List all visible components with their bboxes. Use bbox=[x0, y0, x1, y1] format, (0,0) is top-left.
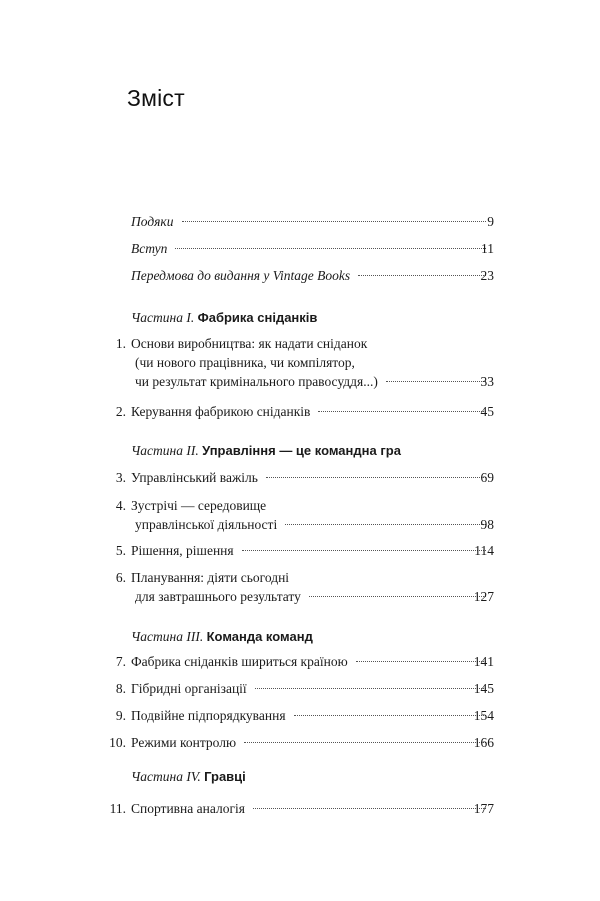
part-title: Управління — це командна гра bbox=[202, 443, 401, 458]
chapter-number: 6. bbox=[115, 570, 126, 585]
toc-entry-label: Управлінський важіль bbox=[131, 470, 258, 485]
toc-entry-label: Режими контролю bbox=[131, 735, 237, 750]
dot-leader bbox=[294, 715, 486, 716]
toc-page-number: 23 bbox=[480, 268, 494, 283]
toc-entry-line: Основи виробництва: як надати сніданок bbox=[131, 336, 368, 351]
chapter-number: 8. bbox=[115, 681, 126, 696]
toc-entry-line bbox=[131, 706, 492, 725]
toc-entry-body bbox=[131, 652, 492, 671]
part-heading bbox=[131, 767, 246, 786]
toc-entry-label: управлінської діяльності bbox=[135, 517, 278, 532]
part-heading bbox=[131, 308, 317, 327]
toc-entry-body bbox=[131, 496, 492, 534]
dot-leader bbox=[356, 661, 486, 662]
toc-entry-label: Рішення, рішення bbox=[131, 543, 234, 558]
toc-entry-line bbox=[131, 212, 492, 231]
toc-page-number: 45 bbox=[480, 404, 494, 419]
part-label: Частина IV. bbox=[131, 769, 205, 784]
toc-page-number: 166 bbox=[473, 735, 494, 750]
dot-leader bbox=[386, 381, 486, 382]
toc-entry-body bbox=[131, 468, 492, 487]
toc-entry-label: Фабрика сніданків шириться країною bbox=[131, 654, 348, 669]
toc-entry-body bbox=[131, 266, 492, 285]
toc-page-number: 114 bbox=[474, 543, 494, 558]
toc-entry-line: Зустрічі — середовище bbox=[131, 498, 267, 513]
page-title: Зміст bbox=[127, 85, 185, 111]
toc-entry-label: Подвійне підпорядкування bbox=[131, 708, 286, 723]
dot-leader bbox=[285, 524, 486, 525]
toc-entry-body bbox=[131, 212, 492, 231]
toc-entry-line bbox=[131, 733, 492, 752]
toc-entry-label: Вступ bbox=[131, 241, 168, 256]
toc-entry-line: (чи нового працівника, чи компілятор, bbox=[135, 355, 355, 370]
part-title: Команда команд bbox=[206, 629, 313, 644]
toc-entry-line bbox=[131, 679, 492, 698]
dot-leader bbox=[266, 477, 486, 478]
dot-leader bbox=[175, 248, 486, 249]
toc-entry-body bbox=[131, 239, 492, 258]
dot-leader bbox=[182, 221, 487, 222]
toc-entry-line bbox=[131, 239, 492, 258]
toc-entry-body bbox=[131, 541, 492, 560]
dot-leader bbox=[244, 742, 486, 743]
toc-entry-label: Гібридні організації bbox=[131, 681, 247, 696]
chapter-number: 3. bbox=[115, 470, 126, 485]
toc-entry-line bbox=[131, 541, 492, 560]
toc-entry-line bbox=[131, 402, 492, 421]
part-heading bbox=[131, 627, 313, 646]
toc-entry-label: Передмова до видання у Vintage Books bbox=[131, 268, 351, 283]
dot-leader bbox=[242, 550, 486, 551]
toc-entry-body bbox=[131, 799, 492, 818]
part-label: Частина II. bbox=[131, 443, 203, 458]
dot-leader bbox=[309, 596, 486, 597]
part-heading bbox=[131, 441, 401, 460]
chapter-number: 9. bbox=[115, 708, 126, 723]
toc-page-number: 177 bbox=[473, 801, 494, 816]
toc-entry-line bbox=[131, 587, 492, 606]
toc-entry-line bbox=[131, 515, 492, 534]
dot-leader bbox=[318, 411, 486, 412]
chapter-number: 10. bbox=[109, 735, 126, 750]
toc-page-number: 154 bbox=[473, 708, 494, 723]
toc-page-number: 69 bbox=[480, 470, 494, 485]
toc-page-number: 98 bbox=[480, 517, 494, 532]
toc-page-number: 33 bbox=[480, 374, 494, 389]
toc-entry-label: чи результат кримінального правосуддя...) bbox=[135, 374, 378, 389]
toc-entry-line: Планування: діяти сьогодні bbox=[131, 570, 290, 585]
toc-entry-body bbox=[131, 334, 492, 391]
toc-entry-line bbox=[131, 372, 492, 391]
part-title: Фабрика сніданків bbox=[197, 310, 318, 325]
chapter-number: 5. bbox=[115, 543, 126, 558]
toc-page-number: 11 bbox=[481, 241, 494, 256]
toc-entry-line bbox=[131, 799, 492, 818]
toc-entry-label: Спортивна аналогія bbox=[131, 801, 245, 816]
chapter-number: 4. bbox=[115, 498, 126, 513]
chapter-number: 1. bbox=[115, 336, 126, 351]
chapter-number: 2. bbox=[115, 404, 126, 419]
toc-entry-line bbox=[131, 266, 492, 285]
chapter-number: 11. bbox=[109, 801, 126, 816]
part-title: Гравці bbox=[204, 769, 246, 784]
dot-leader bbox=[253, 808, 486, 809]
toc-page-number: 9 bbox=[487, 214, 494, 229]
toc-entry-body bbox=[131, 706, 492, 725]
part-label: Частина I. bbox=[131, 310, 198, 325]
chapter-number: 7. bbox=[115, 654, 126, 669]
toc-entry-line bbox=[131, 652, 492, 671]
toc-page-number: 127 bbox=[473, 589, 494, 604]
dot-leader bbox=[358, 275, 486, 276]
dot-leader bbox=[255, 688, 486, 689]
toc-entry-body bbox=[131, 733, 492, 752]
part-label: Частина III. bbox=[131, 629, 207, 644]
toc-entry-body bbox=[131, 568, 492, 606]
toc-entry-label: Подяки bbox=[131, 214, 174, 229]
toc-entry-body bbox=[131, 679, 492, 698]
toc-entry-label: Керування фабрикою сніданків bbox=[131, 404, 311, 419]
toc-page-number: 145 bbox=[473, 681, 494, 696]
toc-entry-line bbox=[131, 468, 492, 487]
toc-entry-label: для завтрашнього результату bbox=[135, 589, 301, 604]
toc-page-number: 141 bbox=[473, 654, 494, 669]
toc-entry-body bbox=[131, 402, 492, 421]
